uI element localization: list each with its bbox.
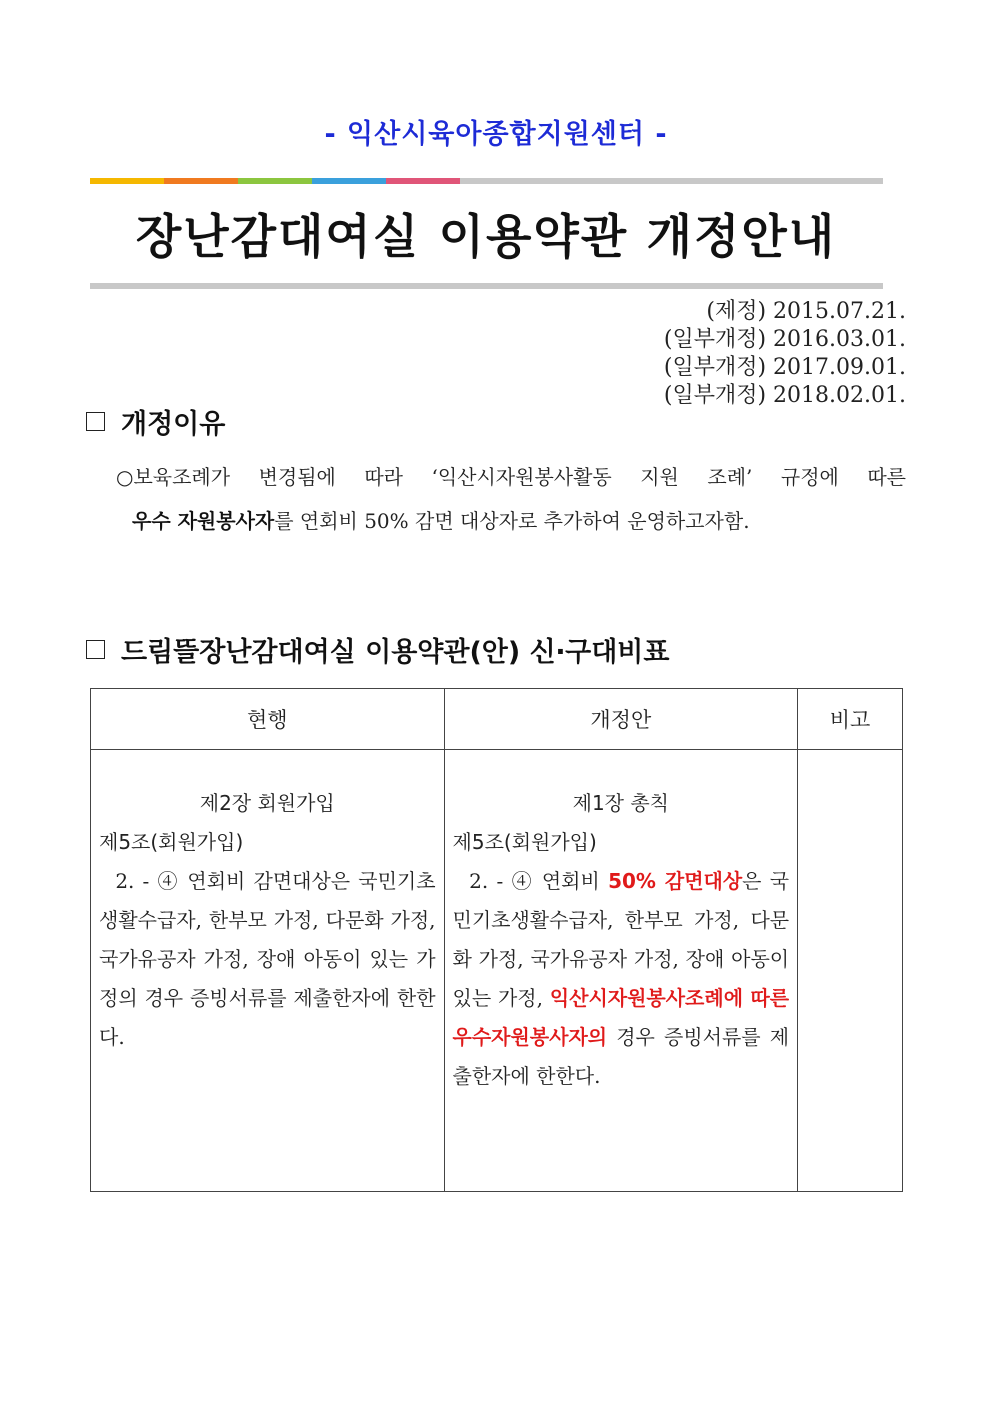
- color-segment-4: [312, 178, 386, 184]
- word: 규정에: [780, 465, 839, 489]
- table-row: [91, 750, 903, 1192]
- word: 따라: [364, 465, 403, 489]
- reason-line-1: [116, 455, 906, 499]
- table-header-row: [91, 689, 903, 750]
- document-title: 장난감대여실 이용약관 개정안내: [135, 210, 837, 265]
- bottom-divider-bar: [90, 283, 883, 289]
- revision-line: (일부개정) 2017.09.01.: [663, 355, 906, 380]
- chapter-title: 제2장 회원가입: [199, 791, 335, 815]
- section-heading-reason: [86, 402, 225, 441]
- color-segment-2: [164, 178, 238, 184]
- remarks-cell: [798, 750, 903, 1192]
- section-heading-text: 드림뜰장난감대여실 이용약관(안) 신‧구대비표: [121, 637, 670, 668]
- word: 따른: [867, 465, 906, 489]
- current-cell: [91, 750, 445, 1192]
- reason-rest: 를 연회비 50% 감면 대상자로 추가하여 운영하고자함.: [274, 509, 750, 533]
- top-color-bar: [90, 178, 883, 184]
- revision-line: (일부개정) 2018.02.01.: [663, 383, 906, 408]
- word: ○보육조례가: [116, 465, 231, 489]
- color-segment-5: [386, 178, 460, 184]
- revised-cell: [444, 750, 798, 1192]
- highlight-discount: 50% 감면대상: [608, 869, 743, 893]
- article-title: 제5조(회원가입): [452, 830, 597, 854]
- word: 변경됨에: [258, 465, 336, 489]
- checkbox-square-icon: [86, 412, 105, 431]
- revision-line: (일부개정) 2016.03.01.: [663, 327, 906, 352]
- article-body: [452, 862, 797, 1096]
- word: 조례’: [707, 465, 753, 489]
- body-text: 경우 증빙서류를 제출한자에 한한다.: [452, 1025, 790, 1088]
- section-heading-text: 개정이유: [121, 409, 226, 440]
- revision-line: (제정) 2015.07.21.: [706, 299, 906, 324]
- header-revised: 개정안: [444, 689, 798, 750]
- article-title: 제5조(회원가입): [99, 830, 244, 854]
- body-text: 2. - ④ 연회비: [452, 869, 609, 893]
- comparison-table: [90, 688, 903, 1192]
- article-body: 2. - ④ 연회비 감면대상은 국민기초생활수급자, 한부모 가정, 다문화 가정, 국가유공자 가정, 장애 아동이 있는 가정의 경우 증빙서류를 제출한자에 한한다.: [99, 869, 442, 1049]
- revision-history: [664, 298, 906, 410]
- color-segment-1: [90, 178, 164, 184]
- section-heading-comparison: [86, 630, 669, 669]
- word: 지원: [640, 465, 679, 489]
- checkbox-square-icon: [86, 640, 105, 659]
- word: ‘익산시자원봉사활동: [431, 465, 612, 489]
- chapter-title: 제1장 총칙: [572, 791, 669, 815]
- body-text: 은 국민기초생활수급자, 한부모 가정, 다문화 가정, 국가유공자 가정, 장애 아동이 있는 가정,: [452, 869, 796, 1010]
- reason-paragraph: [116, 455, 906, 543]
- header-remarks: 비고: [798, 689, 903, 750]
- highlight-volunteer-clause: 익산시자원봉사조례에 따른 우수자원봉사자의: [452, 986, 797, 1049]
- header-current: 현행: [91, 689, 445, 750]
- color-segment-3: [238, 178, 312, 184]
- highlight-volunteer: 우수 자원봉사자: [132, 509, 275, 533]
- reason-line-2: [116, 499, 906, 543]
- organization-name: - 익산시육아종합지원센터 -: [324, 119, 668, 150]
